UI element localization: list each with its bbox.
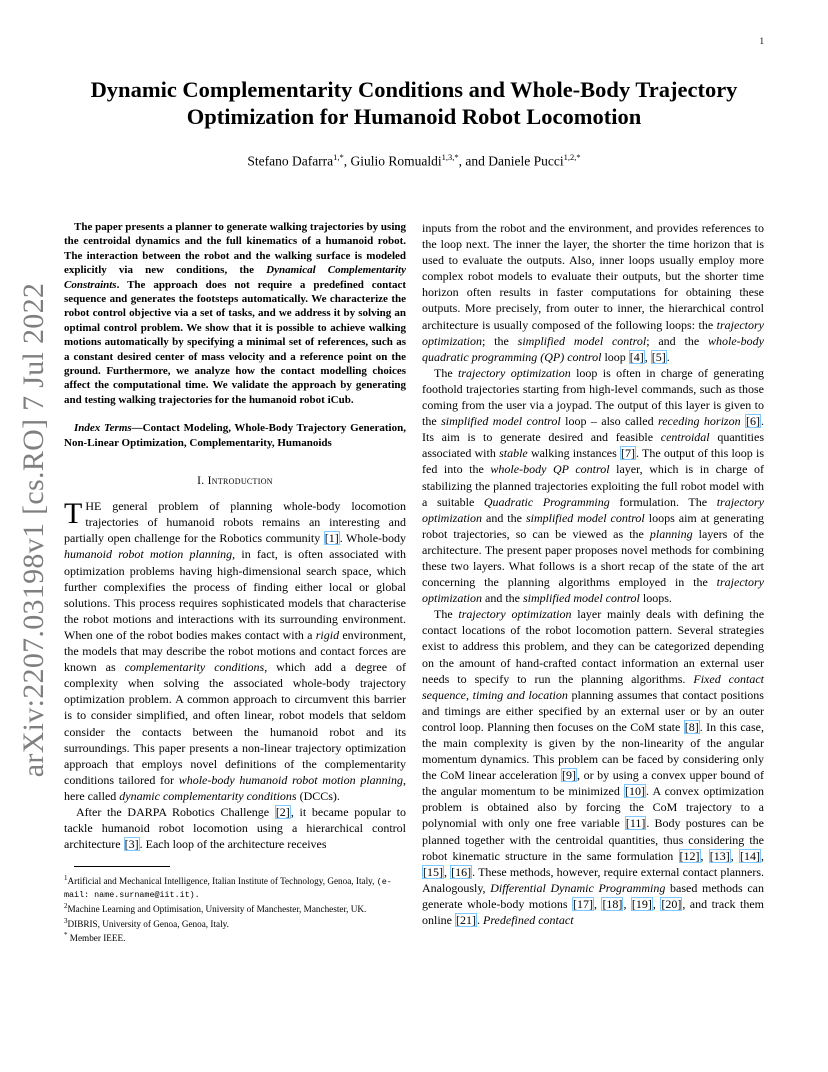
right-paragraph-3: The trajectory optimization layer mainly deals with defining the contact locations of the robot locomotion pattern. Several strategies exist to address this problem, and they can be categorized depending on the amount of hand-crafted contact information an external user needs to specify to run the planning algorithms. Fixed contact sequence, timing and location planning assumes that contact positions and timings are either specified by an external user or by an outer control loop. Planning then focuses on the CoM state [8]. In this case, the main complexity is given by the non-linearity of the angular momentum dynamics. This problem can be faced by considering only the CoM linear acceleration [9], or by using a convex upper bound of the angular momentum to be minimized [10]. A convex optimization problem is obtained also by forcing the CoM trajectory to a polynomial with only one free variable [11]. Body postures can be planned together with the centroidal quantities, thus considering the robot kinematic structure in the same formulation [12], [13], [14], [15], [16]. These methods, however, require external contact planners. Analogously, Differential Dynamic Programming based methods can generate whole-body motions [17], [18], [19], [20], and track them online [21]. Predefined contact <box>422 607 765 928</box>
right-paragraph-2: The trajectory optimization loop is often in charge of generating foothold trajectories starting from high-level commands, such as those coming from the user via a joypad. The output of this layer is given to the simplified model control loop – also called receding horizon [6]. Its aim is to generate desired and feasible centroidal quantities associated with stable walking instances [7]. The output of this loop is fed into the whole-body QP control layer, which is in charge of stabilizing the planned trajectories exploiting the full robot model with a suitable Quadratic Programming formulation. The trajectory optimization and the simplified model control loops aim at generating robot trajectories, so can be viewed as the planning layers of the architecture. The present paper proposes novel methods for combining these two layers. What follows is a short recap of the state of the art concerning the planning algorithms employed in the trajectory optimization and the simplified model control loops. <box>422 365 765 606</box>
citation-link[interactable]: [19] <box>631 896 652 911</box>
citation-link[interactable]: [17] <box>572 896 593 911</box>
footnote-3: $^3$DIBRIS, University of Genoa, Genoa, Italy. <box>64 916 229 929</box>
author-2-affiliation: 1,3,* <box>441 152 459 162</box>
intro-paragraph-2: After the DARPA Robotics Challenge [2], it became popular to tackle humanoid robot locomotion using a hierarchical control architecture [3]. Each loop of the architecture receives <box>64 804 406 852</box>
author-list: Stefano Dafarra$^{1,*}$, Giulio Romualdi$^{1,3,*}$, and Daniele Pucci$^{1,2,*}$ <box>247 152 581 169</box>
author-1-affiliation: 1,* <box>333 152 344 162</box>
author-2: Giulio Romualdi <box>350 153 442 169</box>
arxiv-identifier-watermark <box>14 282 54 778</box>
abstract: The paper presents a planner to generate walking trajectories by using the centroidal dynamics and the full kinematics of a humanoid robot. The interaction between the robot and the walking surface is modeled explicitly via new conditions, the Dynamical Complementarity Constraints. The approach does not require a predefined contact sequence and generates the footsteps automatically. We characterize the robot control objective via a set of tasks, and we address it by solving an optimal control problem. We show that it is possible to achieve walking motions automatically by specifying a minimal set of references, such as a constant desired center of mass velocity and a reference point on the ground. Furthermore, we analyze how the contact modelling choices affect the computational time. We validate the approach by generating and testing walking trajectories for the humanoid robot iCub. <box>64 221 406 406</box>
citation-link[interactable]: [12] <box>679 848 700 863</box>
citation-link[interactable]: [20] <box>661 896 682 911</box>
citation-link[interactable]: [7] <box>621 446 635 461</box>
citation-link[interactable]: [6] <box>746 414 760 429</box>
footnote-4: * Member IEEE. <box>64 931 126 944</box>
footnotes <box>64 873 406 944</box>
citation-link[interactable]: [9] <box>561 768 576 783</box>
citation-link[interactable]: [15] <box>423 864 443 879</box>
citation-link[interactable]: [10] <box>625 784 645 799</box>
citation-link[interactable]: [16] <box>451 864 472 879</box>
paper-title: Dynamic Complementarity Conditions and Whole-Body Trajectory Optimization for Humanoid Robot Locomotion <box>90 77 738 129</box>
author-3-affiliation: 1,2,* <box>563 152 581 162</box>
author-1: Stefano Dafarra <box>247 153 334 169</box>
footnote-2: $^2$Machine Learning and Optimisation, University of Manchester, Manchester, UK. <box>64 902 367 915</box>
citation-link[interactable]: [5] <box>651 349 666 364</box>
drop-cap: T <box>64 497 83 531</box>
right-paragraph-1: inputs from the robot and the environment, and provides references to the loop next. The inner the layer, the shorter the time horizon that is used to evaluate the outputs. Also, inner loops usually employ more complex robot models to evaluate their outputs, but the shorter time horizon often results in faster computations for obtaining these outputs. More precisely, from outer to inner, the hierarchical control architecture is usually composed of the following loops: the trajectory optimization; the simplified model control; and the whole-body quadratic programming (QP) control loop [4], [5]. <box>422 221 764 364</box>
citation-link[interactable]: [13] <box>709 848 730 863</box>
citation-link[interactable]: [11] <box>625 816 646 831</box>
citation-link[interactable]: [21] <box>456 913 476 928</box>
author-3: Daniele Pucci <box>488 153 564 169</box>
footnote-1: $^1$Artificial and Mechanical Intelligence, Italian Institute of Technology, Genoa, Italy, (e-mail: name.surname@iit.it). <box>64 874 392 900</box>
citation-link[interactable]: [8] <box>684 719 699 734</box>
citation-link[interactable]: [3] <box>124 837 139 852</box>
section-heading-introduction: I. Introduction <box>197 475 273 488</box>
arxiv-id-text: arXiv:2207.03198v1 [cs.RO] 7 Jul 2022 <box>17 282 50 778</box>
index-terms: Index Terms—Contact Modeling, Whole-Body Trajectory Generation, Non-Linear Optimization, Complementarity, Humanoids <box>64 422 406 449</box>
left-column <box>64 220 406 945</box>
citation-link[interactable]: [4] <box>629 349 644 364</box>
email-address: (e-mail: name.surname@iit.it). <box>64 877 392 900</box>
index-terms-label: Index Terms <box>74 422 132 435</box>
citation-link[interactable]: [18] <box>602 896 623 911</box>
citation-link[interactable]: [14] <box>740 848 761 863</box>
page-number: 1 <box>759 36 764 46</box>
citation-link[interactable]: [1] <box>324 531 339 546</box>
footnote-divider <box>74 866 170 867</box>
right-column <box>422 220 764 928</box>
intro-paragraph-1: THE general problem of planning whole-body locomotion trajectories of humanoid robots remains an interesting and partially open challenge for the Robotics community [1]. Whole-body humanoid robot motion planning, in fact, is often associated with optimization problems having high-dimensional search space, which further complexifies the process of finding either local or global solutions. This process requires sophisticated models that characterise the robot motions and interactions with its surrounding environment. When one of the robot bodies makes contact with a rigid environment, the models that may describe the robot motions and contact forces are known as complementarity conditions, which add a degree of complexity when solving the associated whole-body trajectory optimization problem. A common approach to circumvent this barrier is to consider simplified, and often linear, robot models that seldom consider the contacts between the humanoid robot and its surroundings. This paper presents a non-linear trajectory optimization approach that employs novel definitions of the complementarity conditions tailored for whole-body humanoid robot motion planning, here called dynamic complementarity conditions (DCCs). <box>64 497 407 803</box>
citation-link[interactable]: [2] <box>275 804 290 819</box>
